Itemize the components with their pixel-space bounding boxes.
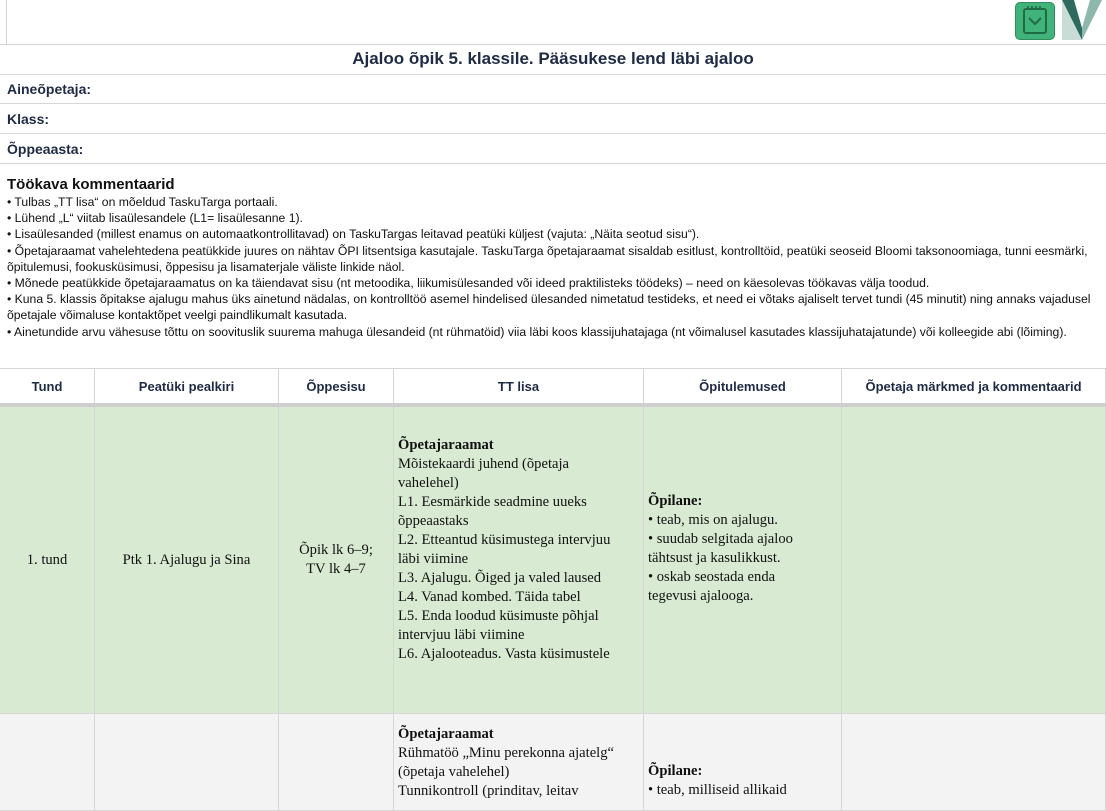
lesson-cell <box>0 714 95 810</box>
comment-item: • Tulbas „TT lisa“ on mõeldud TaskuTarga portaali. <box>7 195 278 209</box>
outcome-line: • teab, milliseid allikaid <box>648 782 787 798</box>
chapter-cell <box>95 714 279 810</box>
tt-line: Rühmatöö „Minu perekonna ajatelg“ <box>398 745 614 761</box>
tt-line: intervjuu läbi viimine <box>398 627 525 643</box>
outcome-line: • oskab seostada enda <box>648 569 776 585</box>
school-year-field: Õppeaasta: <box>0 134 1106 164</box>
header-content: Õppesisu <box>279 369 394 403</box>
tt-line: L5. Enda loodud küsimuste põhjal <box>398 608 599 624</box>
outcome-line: tegevusi ajalooga. <box>648 588 754 604</box>
outcome-title: Õpilane: <box>648 493 703 509</box>
outcome-line: • teab, mis on ajalugu. <box>648 512 778 528</box>
tt-line: läbi viimine <box>398 551 469 567</box>
comments-title: Töökava kommentaarid <box>7 176 175 193</box>
table-header <box>0 369 1106 407</box>
class-field: Klass: <box>0 104 1106 134</box>
tt-line: L6. Ajalooteadus. Vasta küsimustele <box>398 646 610 662</box>
tt-line: L4. Vanad kombed. Täida tabel <box>398 589 581 605</box>
tt-extra-cell <box>394 407 644 713</box>
comment-item: • Lühend „L“ viitab lisaülesandele (L1= lisaülesanne 1). <box>7 211 303 226</box>
tt-extra-cell <box>394 714 644 810</box>
tt-line: vahelehel) <box>398 475 459 491</box>
outcome-line: tähtsust ja kasulikkust. <box>648 550 781 566</box>
column-divider <box>6 0 7 44</box>
content-cell <box>279 714 394 810</box>
tt-line: L3. Ajalugu. Õiged ja valed laused <box>398 570 602 586</box>
lesson-cell: 1. tund <box>0 407 95 713</box>
tt-line: Tunnikontroll (prinditav, leitav <box>398 783 579 799</box>
teacher-notes-cell[interactable] <box>842 714 1106 810</box>
tt-line: õppeaastaks <box>398 513 469 529</box>
header-teacher-notes: Õpetaja märkmed ja kommentaarid <box>842 369 1106 403</box>
comment-item: • Õpetajaraamat vahelehtedena peatükkide juures on nähtav ÕPI litsentsiga kasutajale. TaskuTarga õpetajaraamat sisaldab esitlust, kontrolltöid, peatüki seoseid Bloomi taksonoomiaga, tunni eesmärki, õpitulemusi, fookusküsimusi, õppesisu ja lisamaterjale väliste linkide näol. <box>7 243 1088 274</box>
teacher-notes-cell[interactable] <box>842 407 1106 713</box>
tt-title: Õpetajaraamat <box>398 726 494 742</box>
outcomes-cell <box>644 407 842 713</box>
content-line: TV lk 4–7 <box>306 561 366 577</box>
content-cell <box>279 407 394 713</box>
chapter-cell: Ptk 1. Ajalugu ja Sina <box>95 407 279 713</box>
tt-line: (õpetaja vahelehel) <box>398 764 510 780</box>
tt-line: L2. Etteantud küsimustega intervjuu <box>398 532 611 548</box>
comment-item: • Ainetundide arvu vähesuse tõttu on soovituslik suurema mahuga ülesandeid (nt rühmatöid) viia läbi koos klassijuhatajaga (nt võimalusel kasutades klassijuhatajatunde) või kolleegide abi (lõiming). <box>7 324 1067 339</box>
table-row <box>0 714 1106 811</box>
outcome-title: Õpilane: <box>648 763 703 779</box>
comments-list <box>7 194 1099 340</box>
tt-title: Õpetajaraamat <box>398 437 494 453</box>
comments-section <box>0 164 1106 369</box>
outcomes-cell <box>644 714 842 810</box>
header-tt-extra: TT lisa <box>394 369 644 403</box>
table-row <box>0 407 1106 714</box>
tt-line: Mõistekaardi juhend (õpetaja <box>398 456 570 472</box>
outcome-line: • suudab selgitada ajaloo <box>648 531 793 547</box>
v-logo-icon <box>1060 0 1104 40</box>
comment-item: • Mõnede peatükkide õpetajaraamatus on ka täiendavat sisu (nt metoodika, liikumisülesanded või ideed praktilisteks töödeks) – need on käesolevas töökavas välja toodud. <box>7 276 930 291</box>
teacher-field: Aineõpetaja: <box>0 74 1106 104</box>
page-title: Ajaloo õpik 5. klassile. Pääsukese lend läbi ajaloo <box>0 44 1106 75</box>
comment-item: • Lisaülesanded (millest enamus on automaatkontrollitavad) on TaskuTargas leitavad peatüki küljest (vajuta: „Näita seotud sisu“). <box>7 227 700 242</box>
content-line: Õpik lk 6–9; <box>299 542 373 558</box>
top-strip <box>0 0 1106 45</box>
taskutark-logo-icon <box>1015 2 1055 40</box>
tt-line: L1. Eesmärkide seadmine uueks <box>398 494 587 510</box>
header-chapter-title: Peatüki pealkiri <box>95 369 279 403</box>
comment-item: • Kuna 5. klassis õpitakse ajalugu mahus üks ainetund nädalas, on kontrolltöö asemel hindelised ülesanded nimetatud testideks, et need ei võtaks ajaliselt tervet tundi (45 minutit) ning annaks vajadusel õpetajale võimaluse kontaktõpet veelgi paindlikumalt kasutada. <box>7 292 1091 323</box>
header-learning-outcomes: Õpitulemused <box>644 369 842 403</box>
header-lesson: Tund <box>0 369 95 403</box>
